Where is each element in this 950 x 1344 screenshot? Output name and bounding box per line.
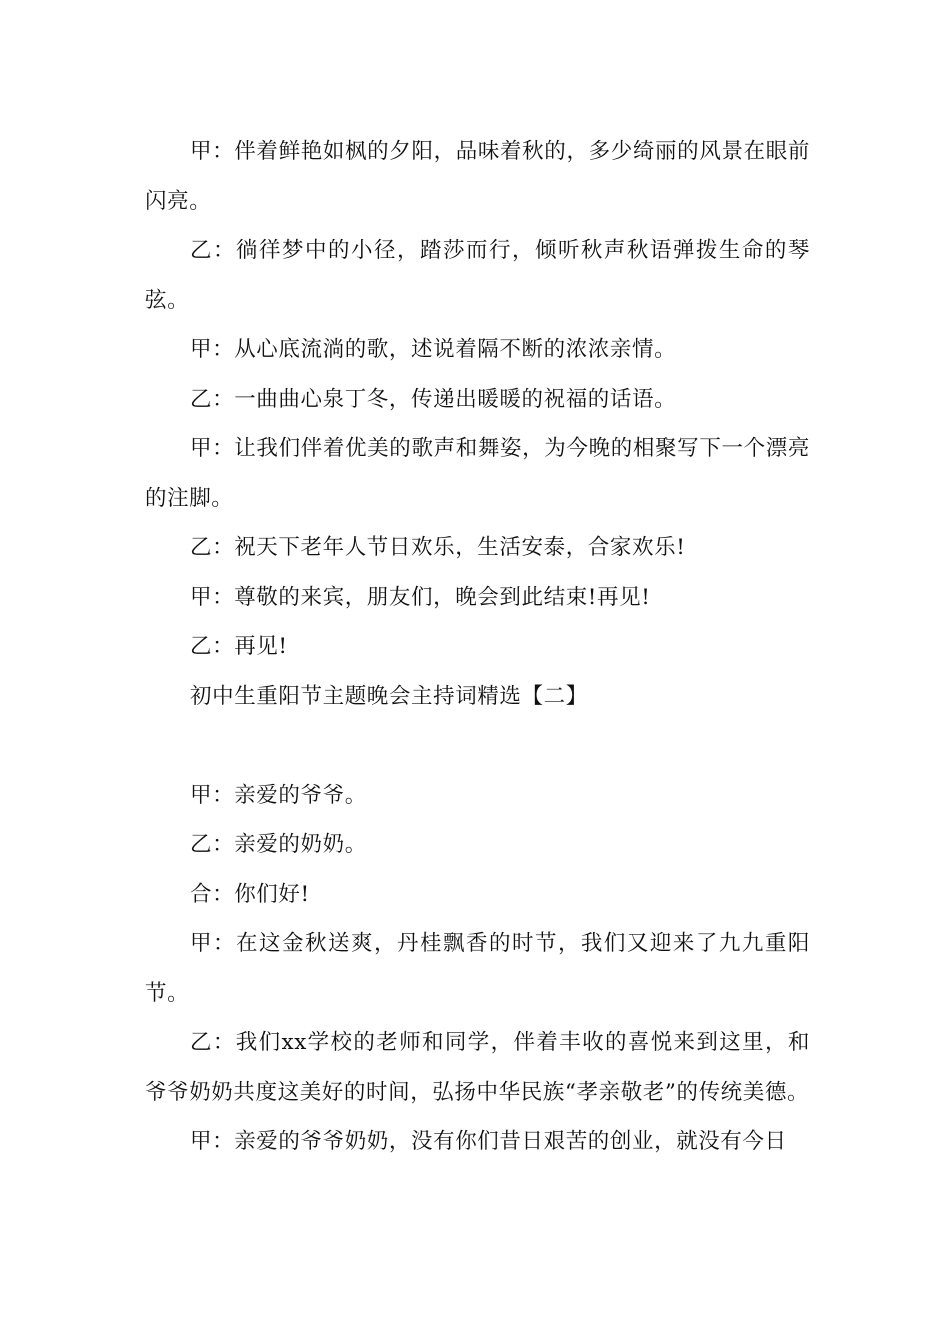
paragraph: 乙：再见! — [190, 634, 288, 659]
blank-line — [145, 721, 810, 771]
paragraph: 甲：在这金秋送爽，丹桂飘香的时节，我们又迎来了九九重阳节。 — [145, 931, 810, 1006]
paragraph: 甲：亲爱的爷爷奶奶，没有你们昔日艰苦的创业，就没有今日 — [190, 1129, 787, 1154]
document-body — [145, 127, 810, 1167]
paragraph: 合：你们好! — [190, 881, 310, 907]
paragraph: 甲：让我们伴着优美的歌声和舞姿，为今晚的相聚写下一个漂亮的注脚。 — [145, 436, 810, 511]
paragraph: 乙：徜徉梦中的小径，踏莎而行，倾听秋声秋语弹拨生命的琴弦。 — [145, 238, 810, 313]
paragraph: 乙：一曲曲心泉丁冬，传递出暖暖的祝福的话语。 — [190, 386, 677, 412]
paragraph: 甲：尊敬的来宾，朋友们，晚会到此结束!再见! — [190, 584, 651, 610]
paragraph: 乙：祝天下老年人节日欢乐，生活安泰，合家欢乐! — [190, 535, 686, 560]
paragraph: 甲：亲爱的爷爷。 — [190, 782, 367, 808]
section-heading: 初中生重阳节主题晚会主持词精选【二】 — [190, 683, 588, 709]
paragraph: 乙：我们xx学校的老师和同学，伴着丰收的喜悦来到这里，和爷爷奶奶共度这美好的时间，弘扬中华民族“孝亲敬老”的传统美德。 — [145, 1030, 810, 1105]
paragraph: 甲：从心底流淌的歌，述说着隔不断的浓浓亲情。 — [190, 337, 677, 362]
paragraph: 乙：亲爱的奶奶。 — [190, 832, 367, 857]
paragraph: 甲：伴着鲜艳如枫的夕阳，品味着秋的，多少绮丽的风景在眼前闪亮。 — [145, 139, 810, 214]
